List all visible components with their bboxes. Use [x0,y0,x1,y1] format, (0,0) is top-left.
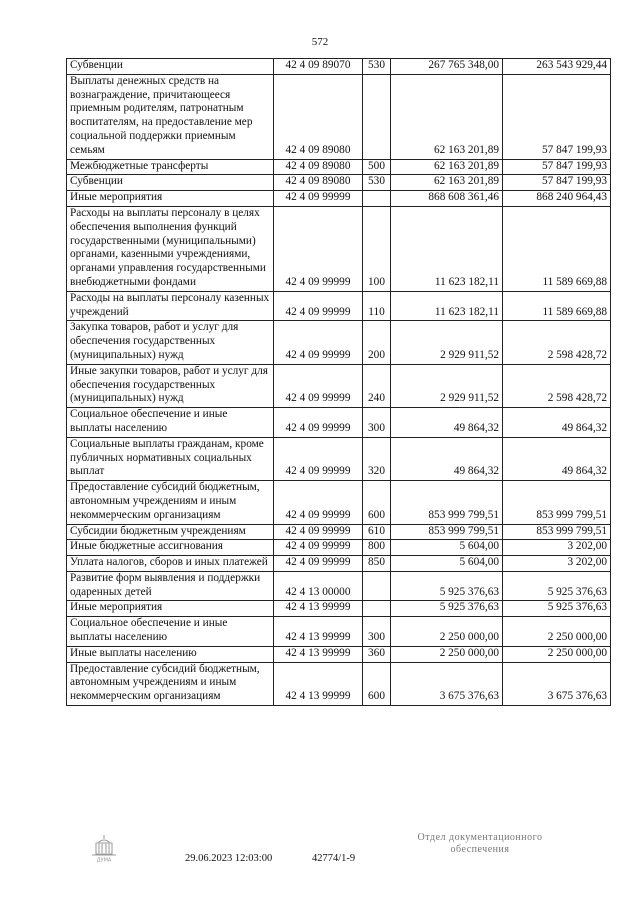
row-sum-2-cell: 2 598 428,72 [503,364,611,407]
row-code-cell: 42 4 09 99999 [274,408,363,438]
row-sum-1-cell: 5 925 376,63 [391,571,503,601]
row-sum-2-cell: 263 543 929,44 [503,59,611,75]
row-sum-1-cell: 853 999 799,51 [391,481,503,524]
table-row [67,408,611,438]
row-sum-2-cell: 57 847 199,93 [503,74,611,159]
row-sum-1-cell: 11 623 182,11 [391,206,503,291]
row-type-cell: 240 [363,364,391,407]
row-code-cell: 42 4 09 99999 [274,437,363,480]
row-type-cell [363,191,391,207]
table-row [67,191,611,207]
row-sum-1-cell: 853 999 799,51 [391,524,503,540]
row-sum-2-cell: 3 202,00 [503,556,611,572]
row-code-cell: 42 4 09 99999 [274,540,363,556]
row-type-cell [363,601,391,617]
table-row [67,74,611,159]
row-code-cell: 42 4 09 99999 [274,191,363,207]
row-code-cell: 42 4 09 89070 [274,59,363,75]
table-row [67,175,611,191]
table-row [67,481,611,524]
row-type-cell: 360 [363,646,391,662]
row-sum-2-cell: 49 864,32 [503,408,611,438]
row-type-cell: 800 [363,540,391,556]
row-sum-2-cell: 57 847 199,93 [503,175,611,191]
table-row [67,437,611,480]
row-sum-2-cell: 11 589 669,88 [503,291,611,321]
row-code-cell: 42 4 09 99999 [274,291,363,321]
page-number: 572 [311,36,329,48]
table-row [67,662,611,705]
row-name-cell: Предоставление субсидий бюджетным, автономным учреждениям и иным некоммерческим организациям [67,662,274,705]
row-name-cell: Выплаты денежных средств на вознаграждение, причитающееся приемным родителям, патронатным воспитателям, на предоставление мер социальной поддержки приемным семьям [67,74,274,159]
row-code-cell: 42 4 13 99999 [274,662,363,705]
row-name-cell: Иные мероприятия [67,601,274,617]
row-sum-1-cell: 5 604,00 [391,556,503,572]
row-type-cell: 100 [363,206,391,291]
row-sum-2-cell: 2 250 000,00 [503,617,611,647]
row-type-cell [363,571,391,601]
table-row [67,646,611,662]
row-type-cell: 500 [363,159,391,175]
row-code-cell: 42 4 09 99999 [274,524,363,540]
row-name-cell: Социальные выплаты гражданам, кроме публичных нормативных социальных выплат [67,437,274,480]
row-name-cell: Предоставление субсидий бюджетным, автономным учреждениям и иным некоммерческим организациям [67,481,274,524]
row-code-cell: 42 4 09 99999 [274,556,363,572]
row-name-cell: Иные выплаты населению [67,646,274,662]
row-sum-2-cell: 11 589 669,88 [503,206,611,291]
row-sum-1-cell: 62 163 201,89 [391,175,503,191]
row-code-cell: 42 4 13 99999 [274,617,363,647]
budget-table [66,58,611,706]
row-code-cell: 42 4 09 99999 [274,321,363,364]
row-sum-1-cell: 2 250 000,00 [391,646,503,662]
row-code-cell: 42 4 13 99999 [274,601,363,617]
row-sum-1-cell: 868 608 361,46 [391,191,503,207]
row-code-cell: 42 4 09 89080 [274,175,363,191]
table-row [67,206,611,291]
row-name-cell: Уплата налогов, сборов и иных платежей [67,556,274,572]
table-row [67,524,611,540]
row-type-cell: 300 [363,617,391,647]
row-name-cell: Расходы на выплаты персоналу казенных учреждений [67,291,274,321]
row-name-cell: Иные закупки товаров, работ и услуг для обеспечения государственных (муниципальных) нужд [67,364,274,407]
row-sum-1-cell: 11 623 182,11 [391,291,503,321]
row-sum-2-cell: 49 864,32 [503,437,611,480]
row-name-cell: Субвенции [67,175,274,191]
table-row [67,601,611,617]
row-name-cell: Расходы на выплаты персоналу в целях обеспечения выполнения функций государственными (муниципальными) органами, казенными учреждениями, органами управления государственными внебюджетными фондами [67,206,274,291]
row-name-cell: Иные бюджетные ассигнования [67,540,274,556]
row-sum-2-cell: 853 999 799,51 [503,524,611,540]
row-sum-1-cell: 49 864,32 [391,408,503,438]
row-name-cell: Социальное обеспечение и иные выплаты населению [67,408,274,438]
row-type-cell: 300 [363,408,391,438]
row-sum-2-cell: 3 675 376,63 [503,662,611,705]
row-sum-2-cell: 5 925 376,63 [503,601,611,617]
row-sum-1-cell: 5 925 376,63 [391,601,503,617]
row-sum-2-cell: 868 240 964,43 [503,191,611,207]
department-stamp [400,832,560,856]
row-name-cell: Развитие форм выявления и поддержки одаренных детей [67,571,274,601]
table-row [67,59,611,75]
row-sum-1-cell: 267 765 348,00 [391,59,503,75]
row-code-cell: 42 4 09 99999 [274,206,363,291]
row-type-cell: 530 [363,59,391,75]
table-row [67,540,611,556]
row-code-cell: 42 4 09 99999 [274,481,363,524]
row-sum-2-cell: 3 202,00 [503,540,611,556]
row-type-cell: 530 [363,175,391,191]
row-sum-1-cell: 62 163 201,89 [391,159,503,175]
budget-table-body [67,59,611,706]
row-sum-1-cell: 3 675 376,63 [391,662,503,705]
row-name-cell: Субвенции [67,59,274,75]
row-name-cell: Закупка товаров, работ и услуг для обеспечения государственных (муниципальных) нужд [67,321,274,364]
table-row [67,291,611,321]
row-name-cell: Иные мероприятия [67,191,274,207]
row-sum-1-cell: 49 864,32 [391,437,503,480]
row-sum-1-cell: 2 250 000,00 [391,617,503,647]
table-row [67,571,611,601]
stamp-line-1: Отдел документационного [417,832,543,843]
row-type-cell: 200 [363,321,391,364]
row-type-cell: 850 [363,556,391,572]
row-code-cell: 42 4 09 89080 [274,74,363,159]
footer-reference: 42774/1-9 [312,853,356,864]
table-row [67,321,611,364]
row-sum-1-cell: 62 163 201,89 [391,74,503,159]
row-sum-1-cell: 5 604,00 [391,540,503,556]
row-sum-2-cell: 2 250 000,00 [503,646,611,662]
row-sum-2-cell: 853 999 799,51 [503,481,611,524]
row-sum-1-cell: 2 929 911,52 [391,364,503,407]
row-type-cell: 610 [363,524,391,540]
row-code-cell: 42 4 13 99999 [274,646,363,662]
table-row [67,556,611,572]
row-name-cell: Субсидии бюджетным учреждениям [67,524,274,540]
row-name-cell: Межбюджетные трансферты [67,159,274,175]
row-sum-2-cell: 2 598 428,72 [503,321,611,364]
row-code-cell: 42 4 09 99999 [274,364,363,407]
row-sum-2-cell: 57 847 199,93 [503,159,611,175]
row-name-cell: Социальное обеспечение и иные выплаты населению [67,617,274,647]
row-sum-1-cell: 2 929 911,52 [391,321,503,364]
row-sum-2-cell: 5 925 376,63 [503,571,611,601]
table-row [67,617,611,647]
row-type-cell: 110 [363,291,391,321]
table-row [67,364,611,407]
logo-text: ДУМА [96,857,112,863]
stamp-line-2: обеспечения [450,844,510,855]
row-code-cell: 42 4 13 00000 [274,571,363,601]
row-type-cell: 320 [363,437,391,480]
table-row [67,159,611,175]
row-code-cell: 42 4 09 89080 [274,159,363,175]
footer-date: 29.06.2023 12:03:00 [185,853,273,864]
row-type-cell: 600 [363,662,391,705]
row-type-cell [363,74,391,159]
row-type-cell: 600 [363,481,391,524]
duma-logo-icon [88,833,120,863]
